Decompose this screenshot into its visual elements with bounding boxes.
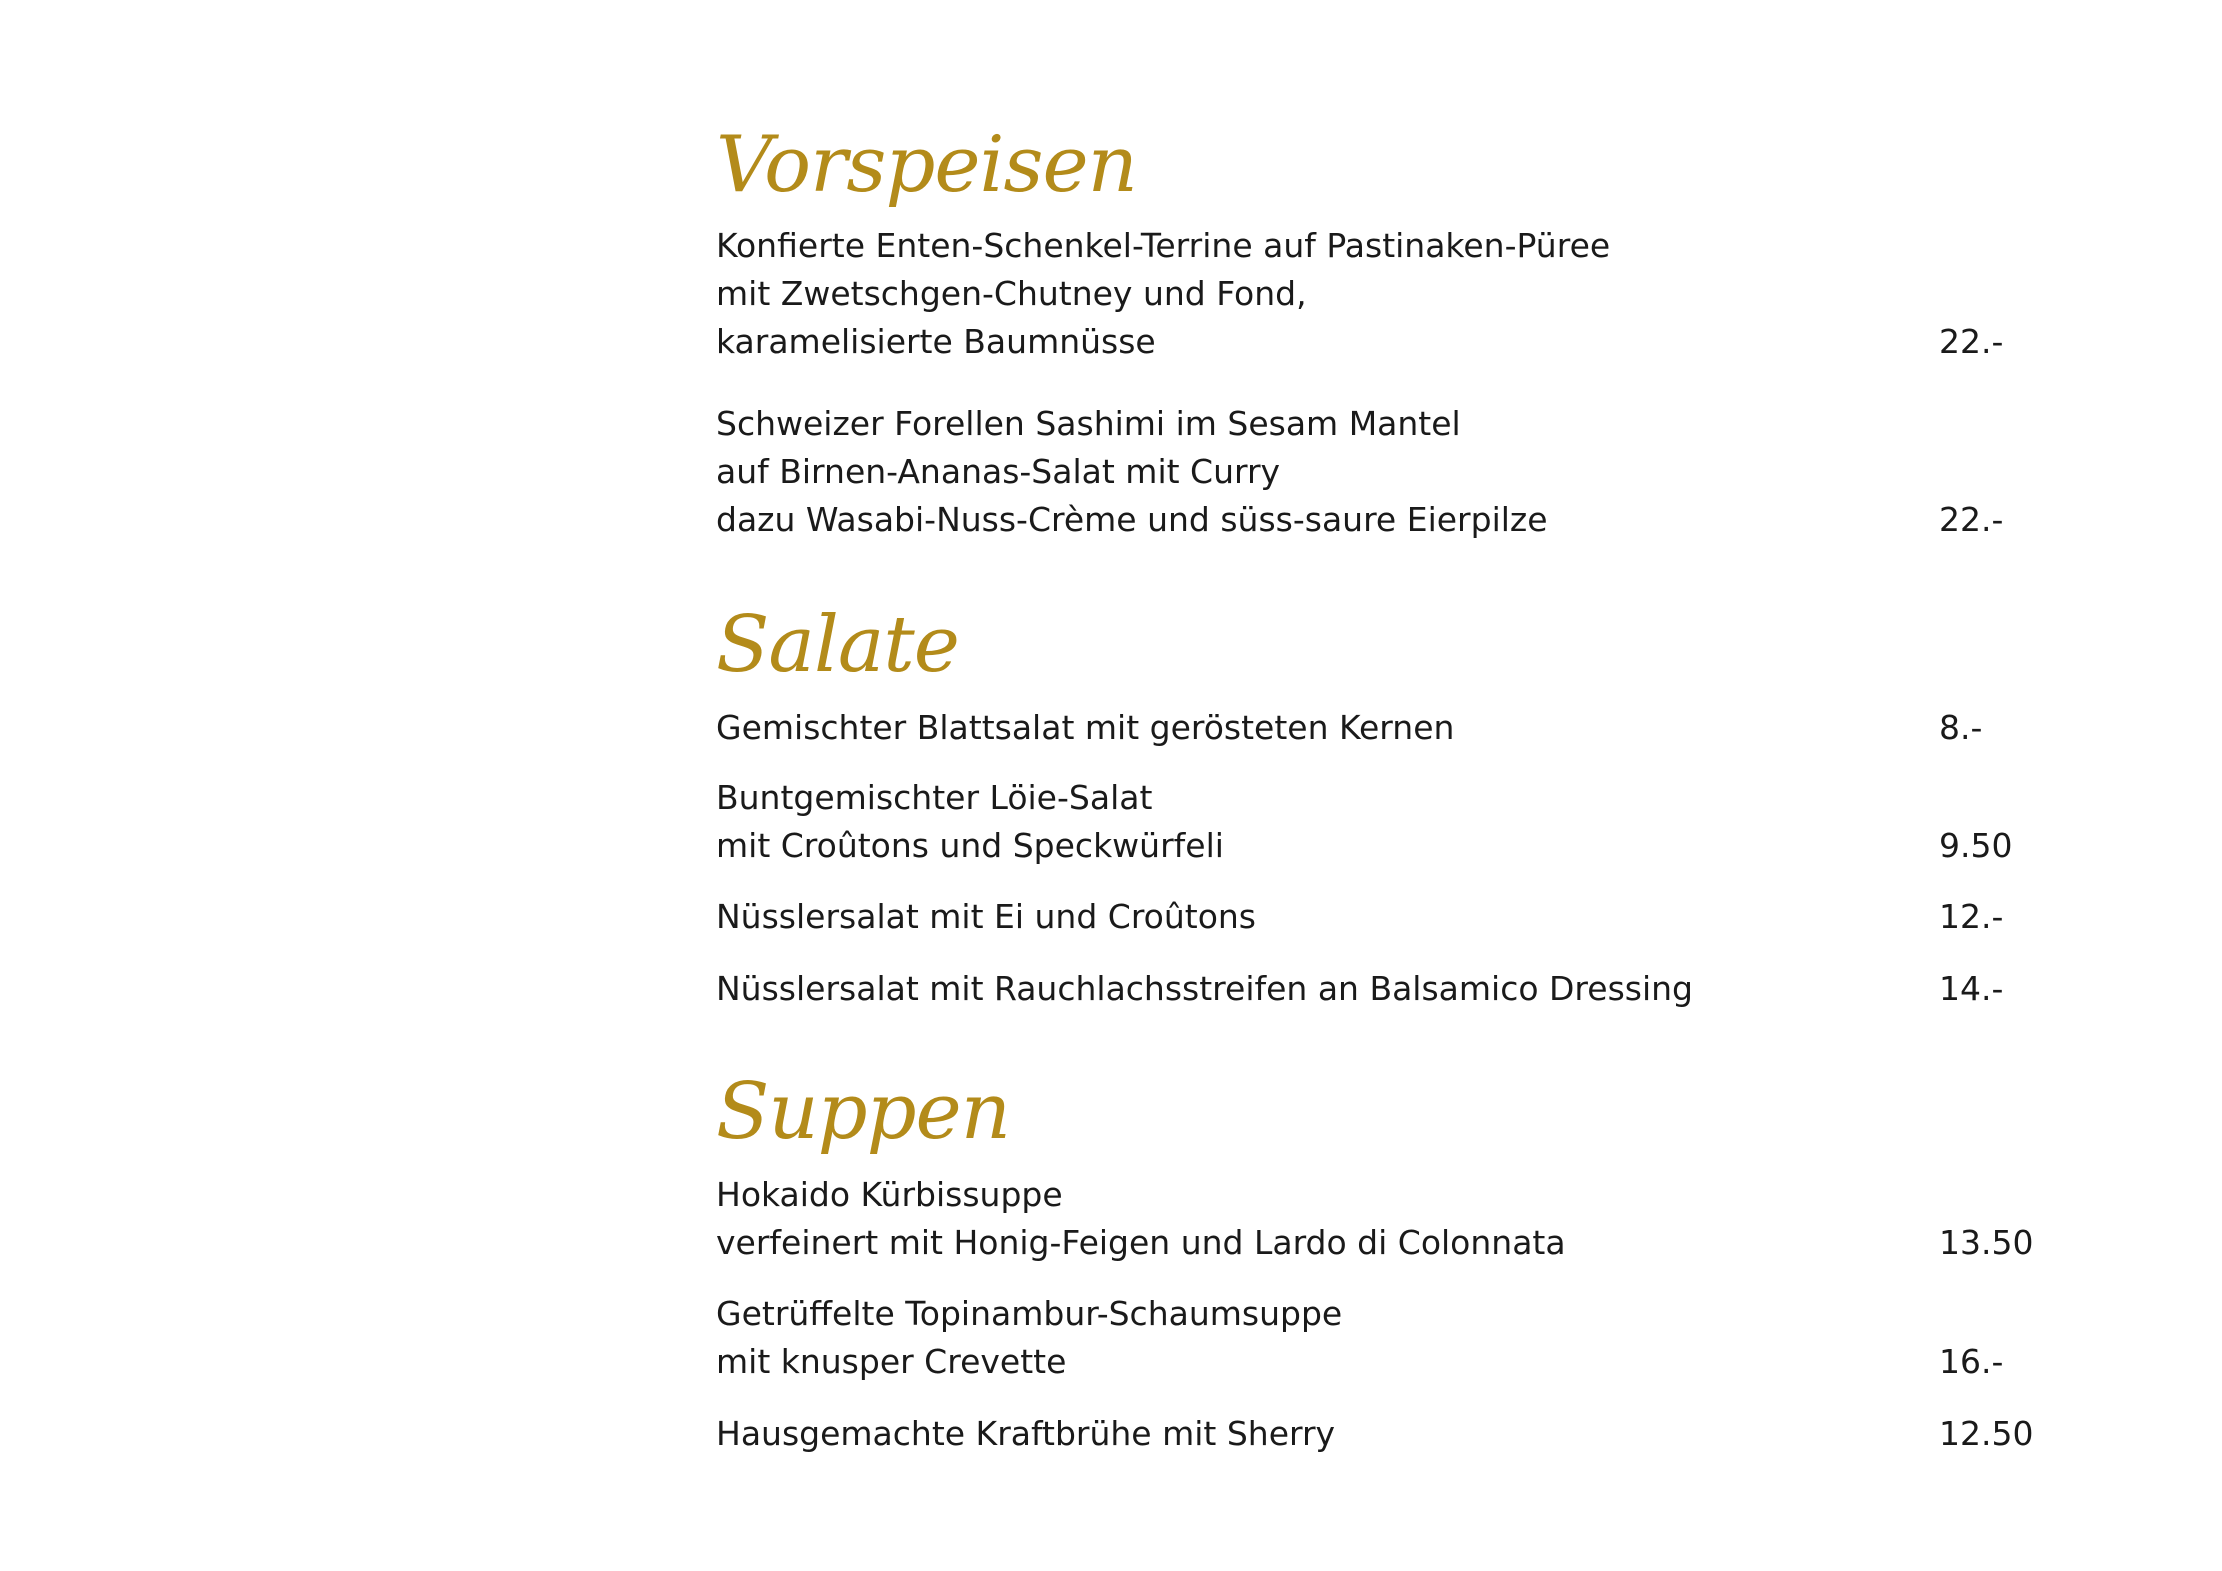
menu-item	[716, 400, 2036, 544]
dish-description: Nüsslersalat mit Rauchlachsstreifen an Balsamico Dressing	[716, 969, 1693, 1008]
dish-price: 9.50	[1939, 826, 2013, 865]
dish-description: Hausgemachte Kraftbrühe mit Sherry	[716, 1414, 1336, 1453]
dish-description: auf Birnen-Ananas-Salat mit Curry	[716, 452, 1281, 491]
menu-item	[716, 704, 2036, 752]
dish-description: Hokaido Kürbissuppe	[716, 1175, 1063, 1214]
menu-item	[716, 1410, 2036, 1458]
menu-item	[716, 1290, 2036, 1386]
dish-price: 22.-	[1939, 322, 2004, 361]
menu-item	[716, 774, 2036, 870]
dish-description: mit Zwetschgen-Chutney und Fond,	[716, 274, 1307, 313]
section-heading-vorspeisen: Vorspeisen	[716, 120, 1137, 210]
dish-description: Schweizer Forellen Sashimi im Sesam Mantel	[716, 404, 1461, 443]
dish-price: 8.-	[1939, 708, 1983, 747]
menu-item	[716, 965, 2036, 1013]
dish-price: 13.50	[1939, 1223, 2034, 1262]
dish-description: karamelisierte Baumnüsse	[716, 322, 1156, 361]
dish-description: mit Croûtons und Speckwürfeli	[716, 826, 1224, 865]
dish-description: Nüsslersalat mit Ei und Croûtons	[716, 897, 1257, 936]
dish-price: 16.-	[1939, 1342, 2004, 1381]
menu-item	[716, 1171, 2036, 1267]
dish-description: Konfierte Enten-Schenkel-Terrine auf Pastinaken-Püree	[716, 226, 1611, 265]
dish-price: 22.-	[1939, 500, 2004, 539]
dish-price: 12.-	[1939, 897, 2004, 936]
menu-item	[716, 222, 2036, 366]
dish-description: verfeinert mit Honig-Feigen und Lardo di Colonnata	[716, 1223, 1566, 1262]
section-heading-suppen: Suppen	[716, 1067, 1010, 1157]
dish-description: Buntgemischter Löie-Salat	[716, 778, 1153, 817]
dish-description: mit knusper Crevette	[716, 1342, 1067, 1381]
section-heading-salate: Salate	[716, 600, 959, 690]
dish-description: Getrüffelte Topinambur-Schaumsuppe	[716, 1294, 1343, 1333]
dish-description: dazu Wasabi-Nuss-Crème und süss-saure Eierpilze	[716, 500, 1548, 539]
menu-item	[716, 893, 2036, 941]
dish-price: 14.-	[1939, 969, 2004, 1008]
dish-price: 12.50	[1939, 1414, 2034, 1453]
dish-description: Gemischter Blattsalat mit gerösteten Kernen	[716, 708, 1455, 747]
